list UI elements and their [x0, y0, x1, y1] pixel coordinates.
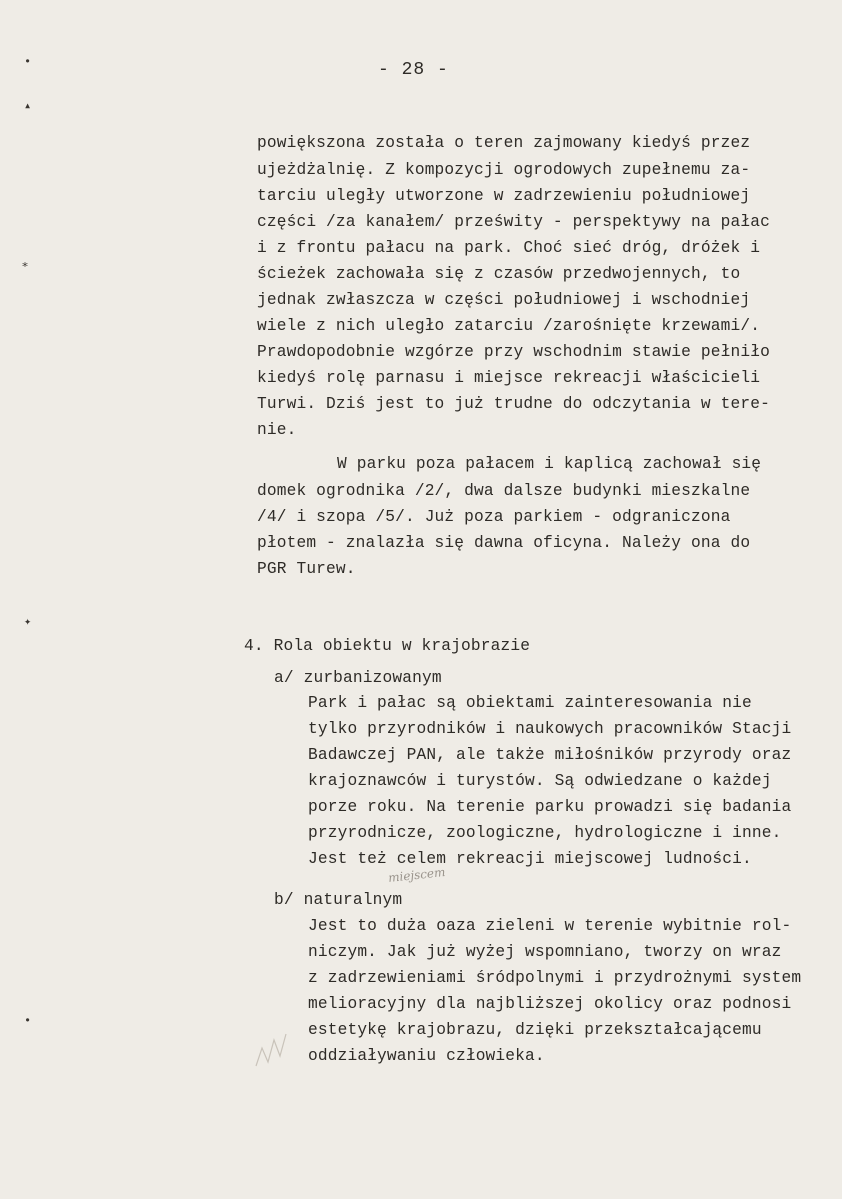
text-line: płotem - znalazła się dawna oficyna. Należy ona do	[257, 534, 751, 552]
text-line: przyrodnicze, zoologiczne, hydrologiczne i inne.	[308, 824, 782, 842]
text-line: porze roku. Na terenie parku prowadzi się badania	[308, 798, 792, 816]
text-line: tylko przyrodników i naukowych pracowników Stacji	[308, 720, 792, 738]
section-heading: 4. Rola obiektu w krajobrazie	[244, 637, 531, 655]
text-line: W parku poza pałacem i kaplicą zachował się	[337, 455, 762, 473]
text-line: ścieżek zachowała się z czasów przedwojennych, to	[257, 265, 741, 283]
text-line: ujeżdżalnię. Z kompozycji ogrodowych zupełnemu za-	[257, 161, 751, 179]
text-line: estetykę krajobrazu, dzięki przekształcającemu	[308, 1021, 762, 1039]
subsection-a-label: a/ zurbanizowanym	[274, 669, 442, 687]
text-line: Jest to duża oaza zieleni w terenie wybitnie rol-	[308, 917, 792, 935]
text-line: Badawczej PAN, ale także miłośników przyrody oraz	[308, 746, 792, 764]
margin-mark: ✦	[24, 615, 32, 629]
text-line: PGR Turew.	[257, 560, 356, 578]
text-line: Park i pałac są obiektami zainteresowania nie	[308, 694, 752, 712]
subsection-b-label: b/ naturalnym	[274, 891, 403, 909]
margin-mark: •	[24, 55, 32, 69]
text-line: jednak zwłaszcza w części południowej i wschodniej	[257, 291, 751, 309]
text-line: Turwi. Dziś jest to już trudne do odczytania w tere-	[257, 395, 770, 413]
text-line: krajoznawców i turystów. Są odwiedzane o każdej	[308, 772, 772, 790]
text-line: tarciu uległy utworzone w zadrzewieniu południowej	[257, 187, 751, 205]
margin-mark: ▴	[24, 99, 32, 113]
text-line: niczym. Jak już wyżej wspomniano, tworzy on wraz	[308, 943, 782, 961]
handwritten-annotation: miejscem	[387, 865, 446, 885]
text-line: i z frontu pałacu na park. Choć sieć dróg, dróżek i	[257, 239, 761, 257]
text-line: domek ogrodnika /2/, dwa dalsze budynki mieszkalne	[257, 482, 751, 500]
text-line: wiele z nich uległo zatarciu /zarośnięte krzewami/.	[257, 317, 761, 335]
page-number: - 28 -	[378, 60, 449, 80]
margin-mark: ⁎	[22, 257, 28, 271]
text-line: z zadrzewieniami śródpolnymi i przydrożnymi system	[308, 969, 802, 987]
margin-mark: •	[24, 1014, 32, 1028]
text-line: Prawdopodobnie wzgórze przy wschodnim stawie pełniło	[257, 343, 770, 361]
text-line: Jest też celem rekreacji miejscowej ludności.	[308, 850, 752, 868]
text-line: oddziaływaniu człowieka.	[308, 1047, 545, 1065]
text-line: kiedyś rolę parnasu i miejsce rekreacji właścicieli	[257, 369, 761, 387]
text-line: /4/ i szopa /5/. Już poza parkiem - odgraniczona	[257, 508, 731, 526]
text-line: melioracyjny dla najbliższej okolicy oraz podnosi	[308, 995, 792, 1013]
pencil-scribble	[252, 1026, 300, 1072]
text-line: nie.	[257, 421, 297, 439]
text-line: powiększona została o teren zajmowany kiedyś przez	[257, 134, 751, 152]
text-line: części /za kanałem/ prześwity - perspektywy na pałac	[257, 213, 770, 231]
